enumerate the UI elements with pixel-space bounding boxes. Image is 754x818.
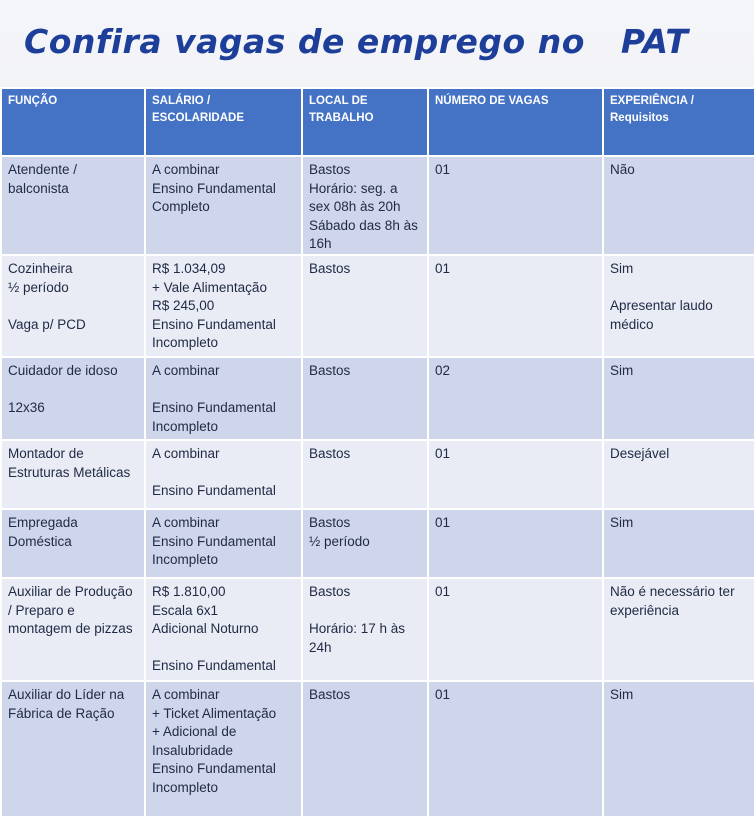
table-row <box>1 578 754 681</box>
table-row <box>1 440 754 509</box>
cell-vagas: 02 <box>428 357 603 440</box>
cell-salario: R$ 1.034,09 + Vale Alimentação R$ 245,00 Ensino Fundamental Incompleto <box>145 255 302 357</box>
cell-funcao: Auxiliar do Líder na Fábrica de Ração <box>1 681 145 817</box>
cell-experiencia: Não <box>603 156 754 255</box>
cell-funcao: Montador de Estruturas Metálicas <box>1 440 145 509</box>
cell-experiencia: Sim <box>603 509 754 578</box>
header-local: LOCAL DE TRABALHO <box>302 88 428 156</box>
table-row <box>1 156 754 255</box>
cell-vagas: 01 <box>428 578 603 681</box>
cell-local: Bastos Horário: seg. a sex 08h às 20h Sábado das 8h às 16h <box>302 156 428 255</box>
cell-vagas: 01 <box>428 509 603 578</box>
cell-experiencia: Sim <box>603 681 754 817</box>
cell-salario: A combinar Ensino Fundamental Incompleto <box>145 509 302 578</box>
cell-experiencia: Sim Apresentar laudo médico <box>603 255 754 357</box>
table-row <box>1 255 754 357</box>
table-row <box>1 681 754 817</box>
table-row <box>1 357 754 440</box>
cell-funcao: Atendente / balconista <box>1 156 145 255</box>
cell-vagas: 01 <box>428 440 603 509</box>
job-table <box>0 87 754 818</box>
cell-funcao: Cuidador de idoso 12x36 <box>1 357 145 440</box>
cell-vagas: 01 <box>428 681 603 817</box>
header-funcao: FUNÇÃO <box>1 88 145 156</box>
cell-funcao: Empregada Doméstica <box>1 509 145 578</box>
cell-vagas: 01 <box>428 255 603 357</box>
cell-experiencia: Desejável <box>603 440 754 509</box>
cell-local: Bastos Horário: 17 h às 24h <box>302 578 428 681</box>
cell-local: Bastos <box>302 357 428 440</box>
page-title: Confira vagas de emprego no PAT <box>24 22 689 61</box>
cell-salario: R$ 1.810,00 Escala 6x1 Adicional Noturno Ensino Fundamental <box>145 578 302 681</box>
cell-local: Bastos <box>302 681 428 817</box>
cell-experiencia: Não é necessário ter experiência <box>603 578 754 681</box>
header-experiencia: EXPERIÊNCIA / Requisitos <box>603 88 754 156</box>
cell-local: Bastos <box>302 255 428 357</box>
cell-salario: A combinar + Ticket Alimentação + Adicional de Insalubridade Ensino Fundamental Incompleto <box>145 681 302 817</box>
table-header-row <box>1 88 754 156</box>
cell-local: Bastos <box>302 440 428 509</box>
cell-salario: A combinar Ensino Fundamental Completo <box>145 156 302 255</box>
table-row <box>1 509 754 578</box>
cell-vagas: 01 <box>428 156 603 255</box>
cell-funcao: Cozinheira ½ período Vaga p/ PCD <box>1 255 145 357</box>
cell-funcao: Auxiliar de Produção / Preparo e montagem de pizzas <box>1 578 145 681</box>
cell-local: Bastos ½ período <box>302 509 428 578</box>
cell-experiencia: Sim <box>603 357 754 440</box>
cell-salario: A combinar Ensino Fundamental <box>145 440 302 509</box>
header-salario: SALÁRIO / ESCOLARIDADE <box>145 88 302 156</box>
cell-salario: A combinar Ensino Fundamental Incompleto <box>145 357 302 440</box>
header-vagas: NÚMERO DE VAGAS <box>428 88 603 156</box>
